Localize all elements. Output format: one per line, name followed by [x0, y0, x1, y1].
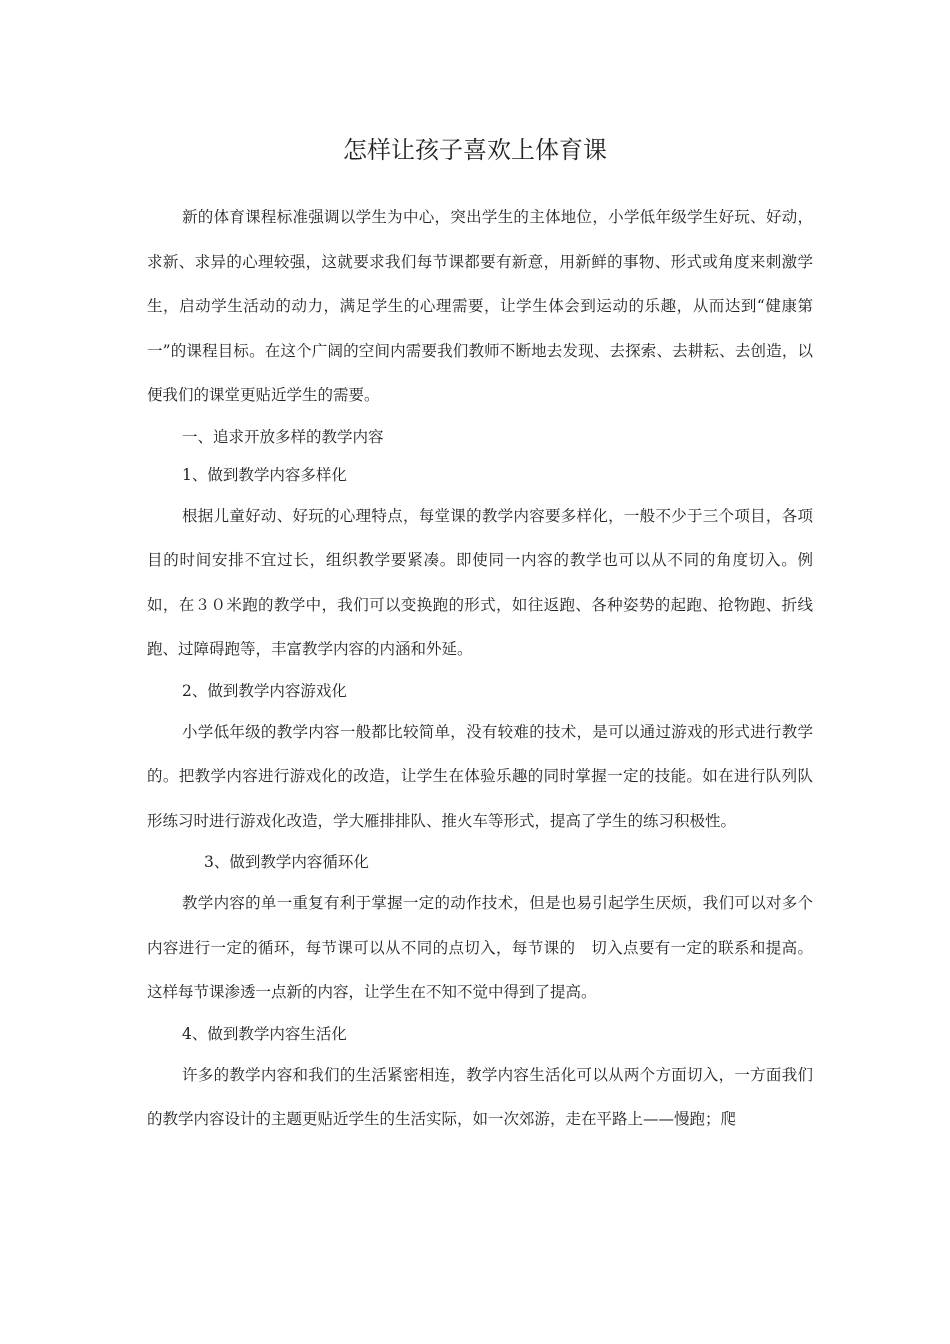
subsection-4-heading: 4、做到教学内容生活化 [182, 1024, 347, 1043]
subsection-3-paragraph: 教学内容的单一重复有利于掌握一定的动作技术，但是也易引起学生厌烦，我们可以对多个内容进行一定的循环，每节课可以从不同的点切入，每节课的 切入点要有一定的联系和提高。这样每节课渗透一点新的内容，让学生在不知不觉中得到了提高。 [147, 894, 813, 1001]
subsection-4-paragraph: 许多的教学内容和我们的生活紧密相连，教学内容生活化可以从两个方面切入，一方面我们的教学内容设计的主题更贴近学生的生活实际，如一次郊游，走在平路上——慢跑；爬 [147, 1065, 813, 1128]
subsection-1-heading: 1、做到教学内容多样化 [182, 465, 347, 484]
subsection-1-paragraph: 根据儿童好动、好玩的心理特点，每堂课的教学内容要多样化，一般不少于三个项目，各项目的时间安排不宜过长，组织教学要紧凑。即使同一内容的教学也可以从不同的角度切入。例如，在３０米跑的教学中，我们可以变换跑的形式，如往返跑、各种姿势的起跑、抢物跑、折线跑、过障碍跑等，丰富教学内容的内涵和外延。 [147, 506, 813, 658]
document-title: 怎样让孩子喜欢上体育课 [343, 136, 607, 164]
section-1-heading: 一、追求开放多样的教学内容 [182, 427, 384, 446]
subsection-2-paragraph: 小学低年级的教学内容一般都比较简单，没有较难的技术，是可以通过游戏的形式进行教学的。把教学内容进行游戏化的改造，让学生在体验乐趣的同时掌握一定的技能。如在进行队列队形练习时进行游戏化改造，学大雁排排队、推火车等形式，提高了学生的练习积极性。 [147, 722, 813, 830]
subsection-3-heading: 3、做到教学内容循环化 [204, 853, 369, 871]
intro-paragraph: 新的体育课程标准强调以学生为中心，突出学生的主体地位，小学低年级学生好玩、好动，求新、求异的心理较强，这就要求我们每节课都要有新意，用新鲜的事物、形式或角度来刺激学生，启动学生活动的动力，满足学生的心理需要，让学生体会到运动的乐趣，从而达到“健康第一”的课程目标。在这个广阔的空间内需要我们教师不断地去发现、去探索、去耕耘、去创造，以便我们的课堂更贴近学生的需要。 [147, 208, 813, 404]
document-body [147, 195, 813, 1142]
subsection-2-heading: 2、做到教学内容游戏化 [182, 681, 347, 700]
